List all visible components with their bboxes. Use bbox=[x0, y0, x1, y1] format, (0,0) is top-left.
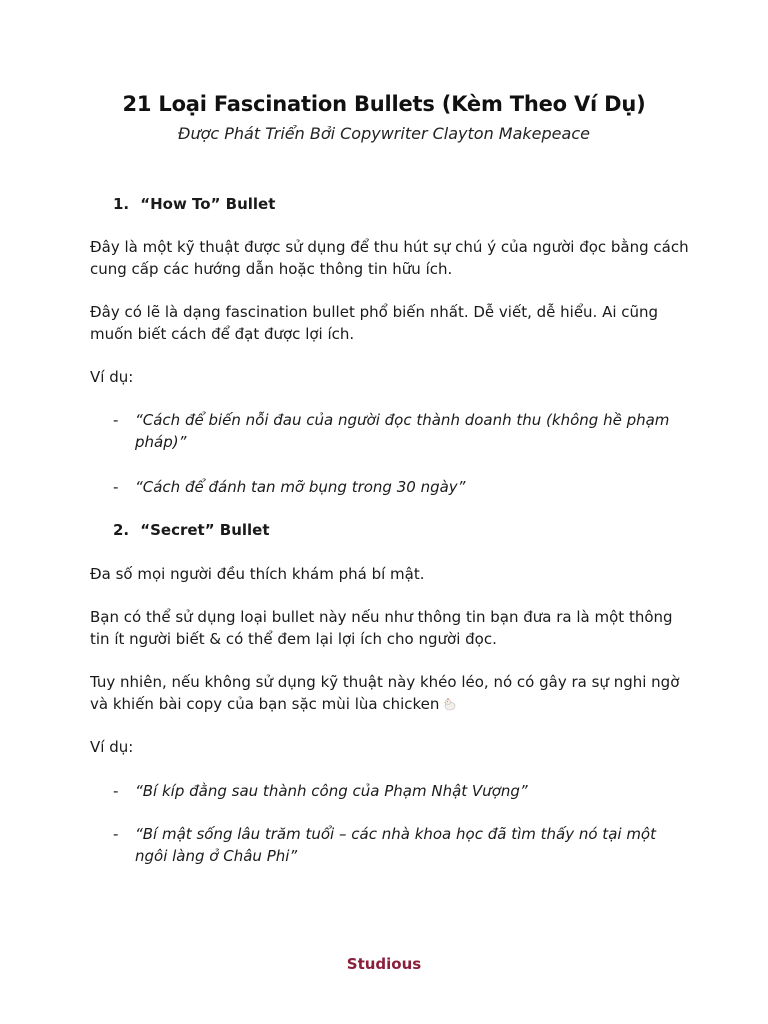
example-item: “Cách để đánh tan mỡ bụng trong 30 ngày” bbox=[135, 478, 466, 496]
paragraph: Bạn có thể sử dụng loại bullet này nếu như thông tin bạn đưa ra là một thông tin ít người biết & có thể đem lại lợi ích cho người đọc. bbox=[90, 608, 673, 648]
paragraph: Đây là một kỹ thuật được sử dụng để thu hút sự chú ý của người đọc bằng cách cung cấp các hướng dẫn hoặc thông tin hữu ích. bbox=[90, 238, 689, 278]
paragraph: Đây có lẽ là dạng fascination bullet phổ biến nhất. Dễ viết, dễ hiểu. Ai cũng muốn biết cách để đạt được lợi ích. bbox=[90, 303, 659, 343]
section-title: “How To” Bullet bbox=[140, 195, 276, 213]
paragraph-with-emoji bbox=[90, 671, 690, 715]
example-item: “Bí kíp đằng sau thành công của Phạm Nhật Vượng” bbox=[135, 782, 528, 800]
footer-brand: Studious bbox=[346, 955, 422, 973]
section-number: 1. bbox=[113, 195, 130, 213]
example-label: Ví dụ: bbox=[90, 738, 134, 756]
example-item: “Cách để biến nỗi đau của người đọc thành doanh thu (không hề phạm pháp)” bbox=[135, 411, 670, 451]
document-title: 21 Loại Fascination Bullets (Kèm Theo Ví Dụ) bbox=[122, 92, 646, 116]
section-title: “Secret” Bullet bbox=[140, 521, 270, 539]
example-item: “Bí mật sống lâu trăm tuổi – các nhà khoa học đã tìm thấy nó tại một ngôi làng ở Châu Phi” bbox=[135, 825, 656, 865]
bullet-marker: - bbox=[113, 782, 119, 800]
paragraph: Đa số mọi người đều thích khám phá bí mật. bbox=[90, 565, 425, 583]
bullet-marker: - bbox=[113, 411, 119, 429]
chicken-icon bbox=[443, 695, 457, 709]
bullet-marker: - bbox=[113, 478, 119, 496]
bullet-marker: - bbox=[113, 825, 119, 843]
example-label: Ví dụ: bbox=[90, 368, 134, 386]
section-number: 2. bbox=[113, 521, 130, 539]
section-1-heading bbox=[113, 193, 713, 215]
document-subtitle: Được Phát Triển Bởi Copywriter Clayton Makepeace bbox=[178, 124, 590, 143]
paragraph-text: Tuy nhiên, nếu không sử dụng kỹ thuật này khéo léo, nó có gây ra sự nghi ngờ và khiến bài copy của bạn sặc mùi lùa chicken bbox=[90, 673, 680, 713]
section-2-heading bbox=[113, 519, 713, 541]
